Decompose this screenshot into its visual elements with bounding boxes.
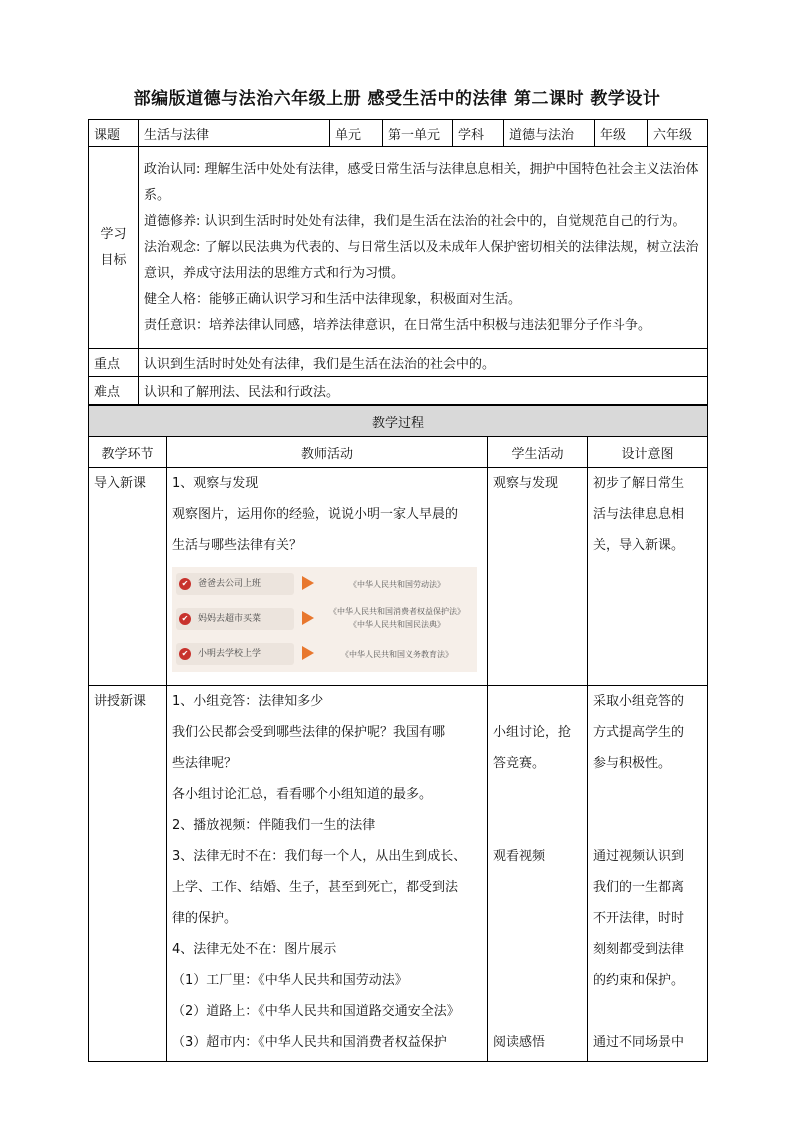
topic-row — [89, 120, 708, 147]
objective-responsibility: 责任意识：培养法律认同感，培养法律意识，在日常生活中积极与违法犯罪分子作斗争。 — [144, 317, 652, 333]
lecture-intent-line: 参与积极性。 — [593, 756, 672, 771]
objective-political: 政治认同: 理解生活中处处有法律，感受日常生活与法律息息相关，拥护中国特色社会主义法治体系。 — [144, 161, 699, 203]
intro-teacher-line: 1、观察与发现 — [172, 476, 259, 491]
lecture-intent-line: 采取小组竞答的 — [593, 694, 685, 709]
process-heading-row — [89, 406, 708, 437]
lecture-intent-line: 我们的一生都离 — [593, 880, 685, 895]
intro-stage: 导入新课 — [94, 476, 147, 491]
check-icon: ✔ — [179, 648, 191, 660]
lecture-intent-line — [593, 810, 702, 841]
process-table — [88, 405, 708, 1062]
intro-intent-line: 活与法律息息相 — [593, 507, 685, 522]
lecture-student-line: 答竞赛。 — [493, 756, 546, 771]
arrow-right-icon — [302, 646, 314, 660]
subject-value: 道德与法治 — [504, 120, 595, 147]
arrow-right-icon — [302, 611, 314, 625]
unit-value: 第一单元 — [383, 120, 453, 147]
activity-text: 妈妈去超市买菜 — [198, 614, 262, 624]
col-student: 学生活动 — [488, 437, 588, 468]
objectives-label-line-1: 学习 — [100, 226, 127, 242]
col-teacher: 教师活动 — [167, 437, 488, 468]
lecture-student-line — [493, 965, 582, 996]
col-stage: 教学环节 — [89, 437, 167, 468]
lecture-intent-line: 刻刻都受到法律 — [593, 942, 685, 957]
lecture-teacher-line: 我们公民都会受到哪些法律的保护呢？我国有哪 — [172, 725, 446, 740]
objective-legal: 法治观念: 了解以民法典为代表的、与日常生活以及未成年人保护密切相关的法律法规，树立法治意识，养成守法用法的思维方式和行为习惯。 — [144, 239, 699, 281]
lecture-intent-line: 方式提高学生的 — [593, 725, 685, 740]
lecture-teacher-line: 各小组讨论汇总，看看哪个小组知道的最多。 — [172, 787, 433, 802]
lecture-student-line — [493, 686, 582, 717]
law-name: 《中华人民共和国劳动法》 — [349, 580, 445, 589]
grade-label: 年级 — [595, 120, 648, 147]
intro-student: 观察与发现 — [493, 476, 559, 491]
difficulty-text: 认识和了解刑法、民法和行政法。 — [139, 377, 708, 405]
law-name: 《中华人民共和国民法典》 — [349, 620, 445, 629]
topic-value: 生活与法律 — [139, 120, 330, 147]
lecture-row — [89, 686, 708, 1062]
lecture-teacher-line: （2）道路上：《中华人民共和国道路交通安全法》 — [172, 1004, 460, 1019]
key-point-label: 重点 — [89, 349, 139, 377]
grade-value: 六年级 — [648, 120, 708, 147]
lecture-intent-line: 的约束和保护。 — [593, 973, 685, 988]
activity-pill — [176, 608, 294, 630]
lecture-intent-line — [593, 996, 702, 1027]
intro-teacher-line: 生活与哪些法律有关？ — [172, 538, 303, 553]
picture-row — [172, 571, 477, 597]
col-intent: 设计意图 — [588, 437, 708, 468]
intro-stage-cell — [89, 468, 167, 686]
picture-row — [172, 606, 477, 632]
difficulty-label: 难点 — [89, 377, 139, 405]
lecture-student-line: 观看视频 — [493, 849, 546, 864]
lecture-student-line — [493, 872, 582, 903]
activity-text: 小明去学校上学 — [198, 649, 262, 659]
subject-label: 学科 — [453, 120, 504, 147]
lecture-intent-line — [593, 779, 702, 810]
objectives-label-line-2: 目标 — [100, 252, 127, 268]
objective-personality: 健全人格：能够正确认识学习和生活中法律现象，积极面对生活。 — [144, 291, 522, 307]
lecture-teacher-line: 4、法律无处不在：图片展示 — [172, 942, 337, 957]
intro-teacher-cell — [167, 468, 488, 686]
lecture-teacher-line: 1、小组竞答：法律知多少 — [172, 694, 324, 709]
intro-intent-line: 关，导入新课。 — [593, 538, 685, 553]
lecture-stage: 讲授新课 — [94, 694, 147, 709]
intro-student-cell — [488, 468, 588, 686]
intro-intent-line: 初步了解日常生 — [593, 476, 685, 491]
lecture-student-line — [493, 779, 582, 810]
lecture-teacher-line: （3）超市内：《中华人民共和国消费者权益保护 — [172, 1035, 447, 1050]
objectives-content — [139, 147, 708, 349]
process-header-row — [89, 437, 708, 468]
unit-label: 单元 — [330, 120, 383, 147]
lecture-student-line — [493, 810, 582, 841]
activity-pill — [176, 643, 294, 665]
lecture-teacher-line: 2、播放视频：伴随我们一生的法律 — [172, 818, 376, 833]
lecture-intent-line: 不开法律，时时 — [593, 911, 685, 926]
objectives-label — [89, 147, 139, 349]
lecture-teacher-line: 律的保护。 — [172, 911, 238, 926]
intro-row — [89, 468, 708, 686]
lecture-stage-cell — [89, 686, 167, 1062]
lecture-student-line: 阅读感悟 — [493, 1035, 546, 1050]
topic-label: 课题 — [89, 120, 139, 147]
lecture-intent-line: 通过不同场景中 — [593, 1035, 685, 1050]
process-heading: 教学过程 — [89, 406, 708, 437]
activity-pill — [176, 573, 294, 595]
activity-text: 爸爸去公司上班 — [198, 579, 262, 589]
arrow-right-icon — [302, 576, 314, 590]
check-icon: ✔ — [179, 613, 191, 625]
key-point-text: 认识到生活时时处处有法律，我们是生活在法治的社会中的。 — [139, 349, 708, 377]
lecture-student-line — [493, 996, 582, 1027]
lecture-teacher-line: 些法律呢？ — [172, 756, 238, 771]
lecture-teacher-line: （1）工厂里：《中华人民共和国劳动法》 — [172, 973, 408, 988]
lecture-teacher-line: 上学、工作、结婚、生子，甚至到死亡，都受到法 — [172, 880, 459, 895]
lecture-student-line — [493, 934, 582, 965]
check-icon: ✔ — [179, 578, 191, 590]
law-name: 《中华人民共和国消费者权益保护法》 — [329, 607, 465, 616]
lecture-intent-cell — [588, 686, 708, 1062]
family-law-picture — [172, 567, 477, 672]
lecture-intent-line: 通过视频认识到 — [593, 849, 685, 864]
objective-moral: 道德修养: 认识到生活时时处处有法律，我们是生活在法治的社会中的，自觉规范自己的行为。 — [144, 213, 686, 229]
intro-teacher-line: 观察图片，运用你的经验，说说小明一家人早晨的 — [172, 507, 459, 522]
key-point-row — [89, 349, 708, 377]
lecture-teacher-cell — [167, 686, 488, 1062]
lecture-teacher-line: 3、法律无时不在：我们每一个人，从出生到成长、 — [172, 849, 467, 864]
document-title: 部编版道德与法治六年级上册 感受生活中的法律 第二课时 教学设计 — [133, 89, 661, 109]
lecture-student-cell — [488, 686, 588, 1062]
lecture-student-line — [493, 903, 582, 934]
law-name: 《中华人民共和国义务教育法》 — [341, 650, 453, 659]
picture-row — [172, 641, 477, 667]
difficulty-row — [89, 377, 708, 405]
objectives-row — [89, 147, 708, 349]
lecture-student-line: 小组讨论，抢 — [493, 725, 572, 740]
intro-intent-cell — [588, 468, 708, 686]
info-table — [88, 119, 708, 405]
